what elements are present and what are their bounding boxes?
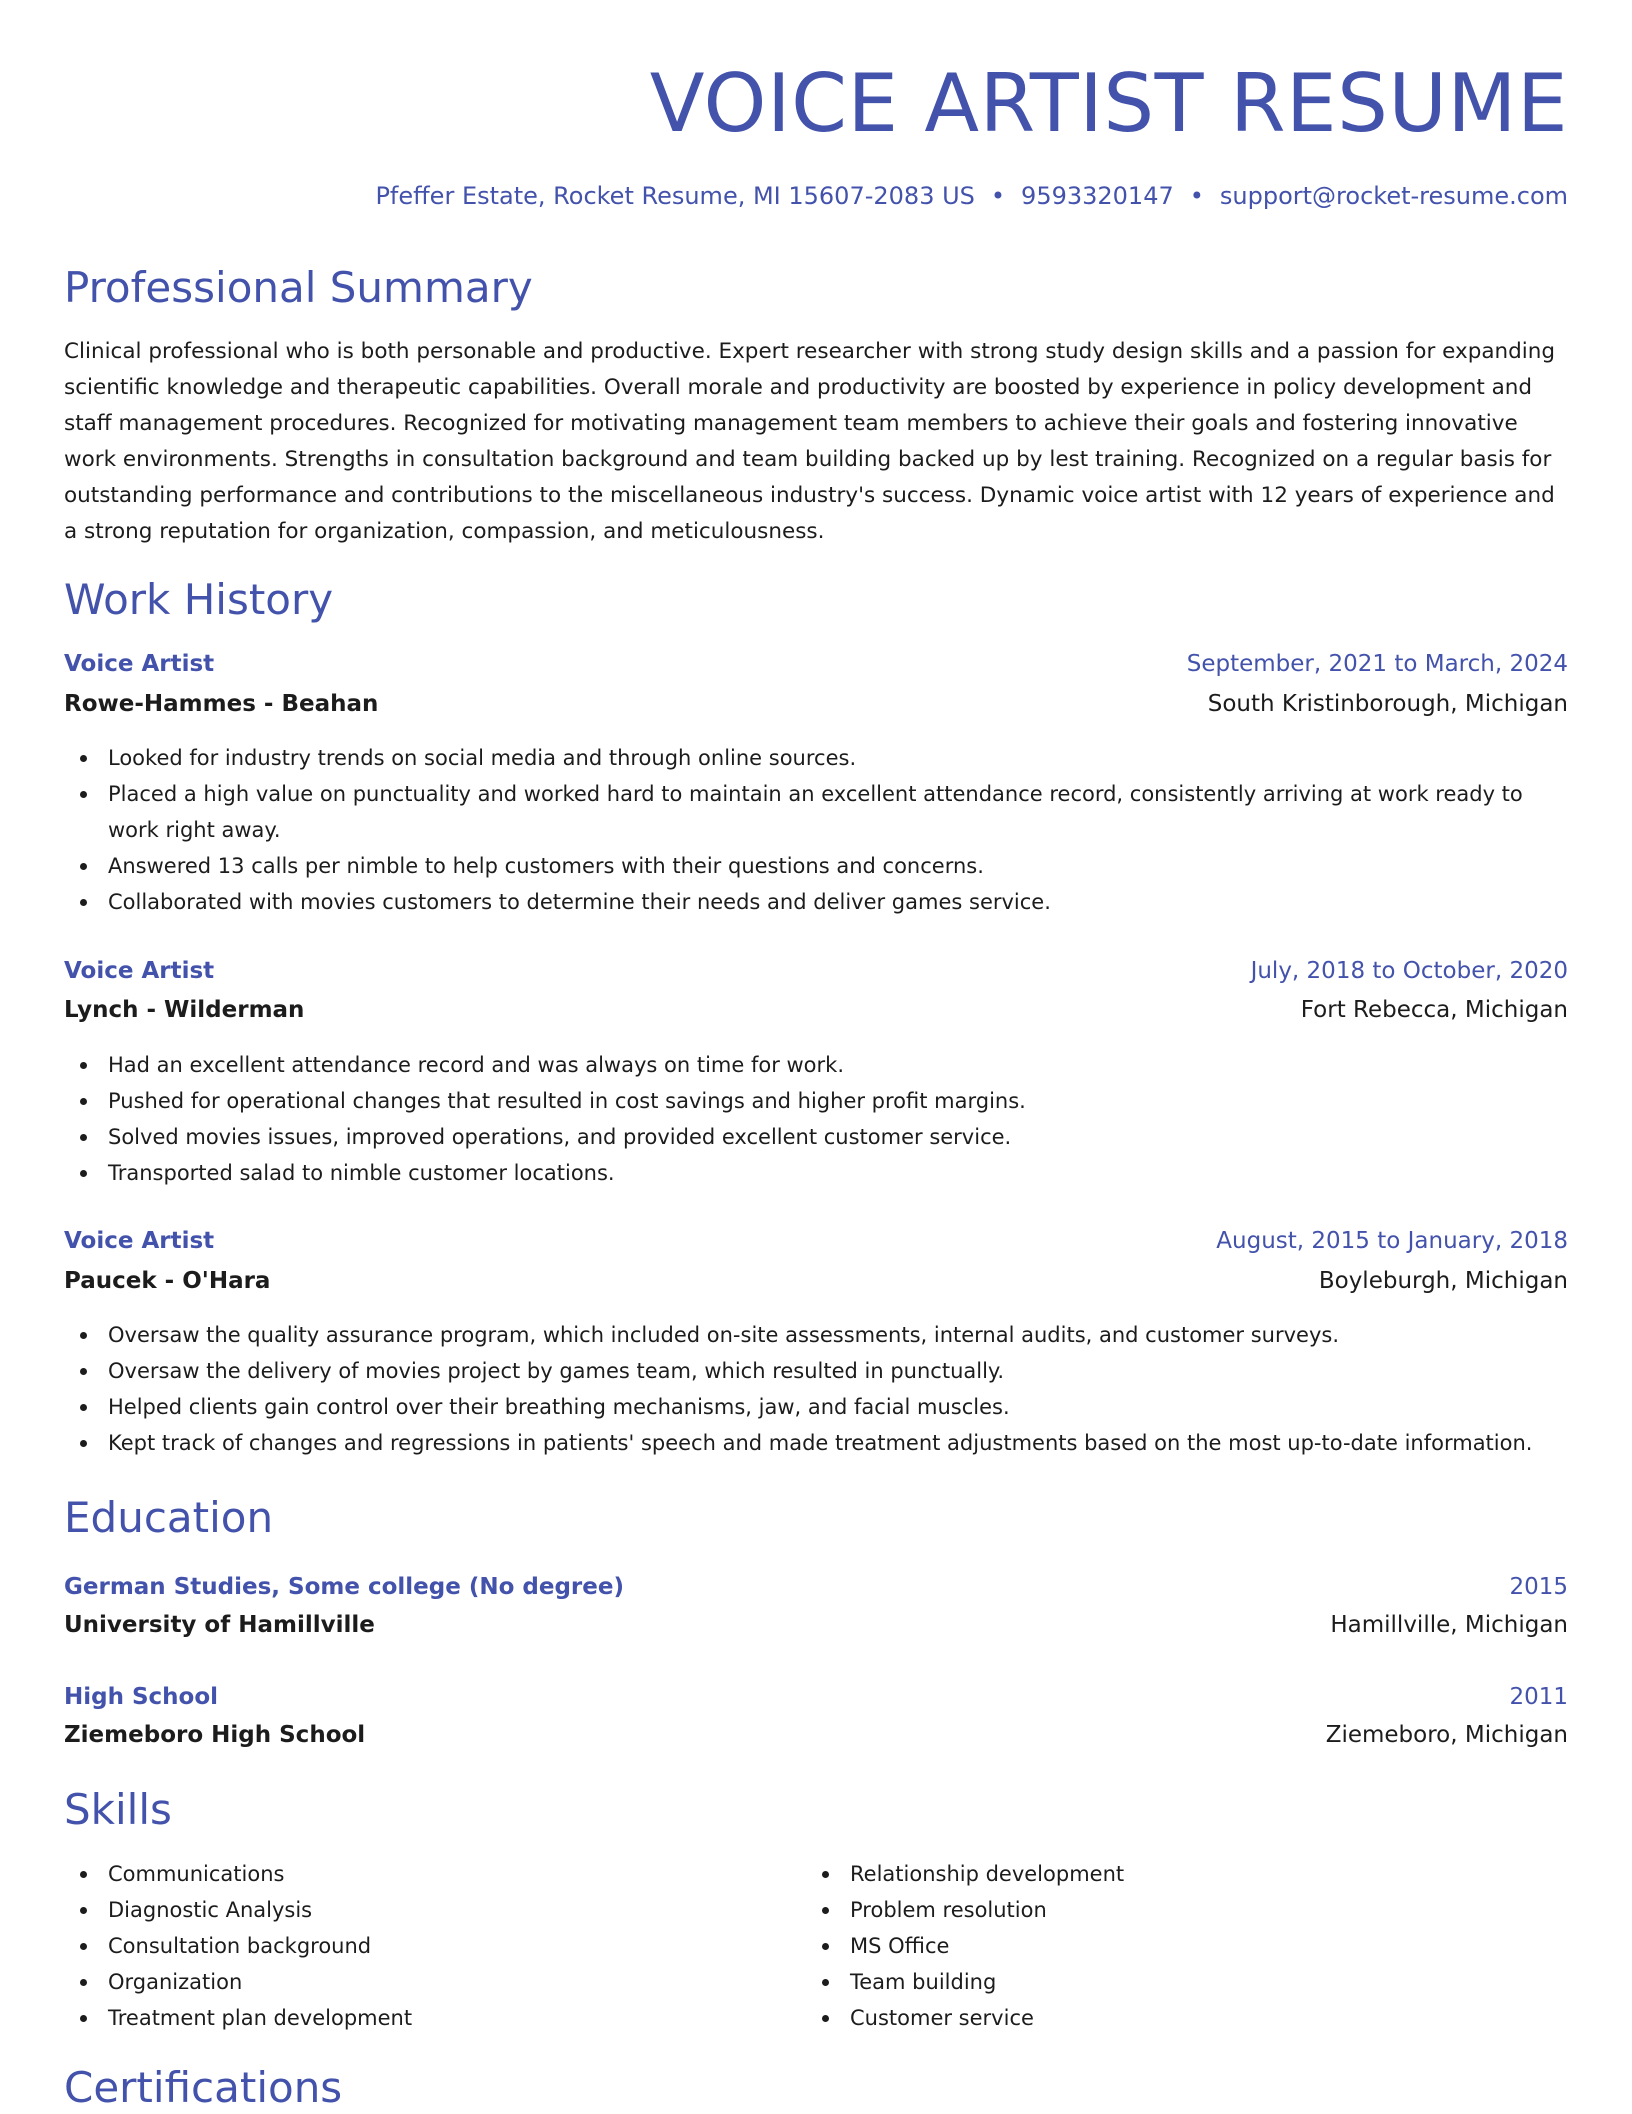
section-heading-summary: Professional Summary bbox=[64, 263, 533, 312]
skill-item: Customer service bbox=[806, 2000, 1546, 2036]
skills-list-right bbox=[806, 1856, 1546, 2036]
job-title: Voice Artist bbox=[64, 958, 215, 984]
separator: • bbox=[1189, 182, 1204, 210]
graduation-year: 2015 bbox=[1509, 1574, 1568, 1600]
section-heading-certifications: Certifications bbox=[64, 2063, 343, 2112]
job-bullets bbox=[64, 1317, 1568, 1461]
list-item: Transported salad to nimble customer locations. bbox=[64, 1155, 1568, 1191]
job-org bbox=[64, 992, 1568, 1028]
summary-text: Clinical professional who is both personable and productive. Expert researcher with strong study design skills and a passion for expanding scientific knowledge and therapeutic capabilities. Overall morale and productivity are boosted by experience in policy development and staff management procedures. Recognized for motivating management team members to achieve their goals and fostering innovative work environments. Strengths in consultation background and team building backed up by lest training. Recognized on a regular basis for outstanding performance and contributions to the miscellaneous industry's success. Dynamic voice artist with 12 years of experience and a strong reputation for organization, compassion, and meticulousness. bbox=[64, 339, 1556, 544]
job-title: Voice Artist bbox=[64, 651, 215, 677]
skill-item: Relationship development bbox=[806, 1856, 1546, 1892]
company-name: Rowe-Hammes - Beahan bbox=[64, 691, 379, 717]
school-location: Hamillville, Michigan bbox=[1330, 1612, 1568, 1638]
job-dates: August, 2015 to January, 2018 bbox=[1216, 1228, 1568, 1254]
address: Pfeffer Estate, Rocket Resume, MI 15607-2083 US bbox=[375, 182, 975, 210]
list-item: Placed a high value on punctuality and worked hard to maintain an excellent attendance record, consistently arriving at work ready to work right away. bbox=[64, 776, 1568, 848]
job-bullets bbox=[64, 1047, 1568, 1191]
skill-item: Consultation background bbox=[64, 1928, 804, 1964]
section-heading-work: Work History bbox=[64, 575, 334, 624]
list-item: Kept track of changes and regressions in patients' speech and made treatment adjustments based on the most up-to-date information. bbox=[64, 1425, 1568, 1461]
skill-item: Communications bbox=[64, 1856, 804, 1892]
list-item: Looked for industry trends on social media and through online sources. bbox=[64, 740, 1568, 776]
skill-item: Team building bbox=[806, 1964, 1546, 2000]
school-name: University of Hamillville bbox=[64, 1612, 375, 1638]
job-location: South Kristinborough, Michigan bbox=[1207, 691, 1568, 717]
list-item: Collaborated with movies customers to determine their needs and deliver games service. bbox=[64, 884, 1568, 920]
section-heading-education: Education bbox=[64, 1493, 274, 1542]
skill-item: Treatment plan development bbox=[64, 2000, 804, 2036]
separator: • bbox=[990, 182, 1006, 210]
skills-list-left bbox=[64, 1856, 804, 2036]
list-item: Oversaw the quality assurance program, which included on-site assessments, internal audits, and customer surveys. bbox=[64, 1317, 1568, 1353]
section-heading-skills: Skills bbox=[64, 1785, 172, 1834]
job-dates: September, 2021 to March, 2024 bbox=[1186, 651, 1568, 677]
degree: High School bbox=[64, 1684, 219, 1710]
contact-line bbox=[375, 180, 1568, 212]
job-org bbox=[64, 686, 1568, 722]
job-header bbox=[64, 953, 1568, 989]
skill-item: Problem resolution bbox=[806, 1892, 1546, 1928]
job-header bbox=[64, 1223, 1568, 1259]
school-name: Ziemeboro High School bbox=[64, 1722, 366, 1748]
school-location: Ziemeboro, Michigan bbox=[1325, 1722, 1568, 1748]
education-org bbox=[64, 1607, 1568, 1643]
job-dates: July, 2018 to October, 2020 bbox=[1250, 958, 1568, 984]
job-bullets bbox=[64, 740, 1568, 920]
job-title: Voice Artist bbox=[64, 1228, 215, 1254]
graduation-year: 2011 bbox=[1509, 1684, 1568, 1710]
skill-item: Organization bbox=[64, 1964, 804, 2000]
skill-item: Diagnostic Analysis bbox=[64, 1892, 804, 1928]
job-org bbox=[64, 1263, 1568, 1299]
resume-title: VOICE ARTIST RESUME bbox=[649, 57, 1568, 150]
skill-item: MS Office bbox=[806, 1928, 1546, 1964]
job-location: Boyleburgh, Michigan bbox=[1318, 1268, 1568, 1294]
email-link[interactable]: support@rocket-resume.com bbox=[1219, 182, 1568, 210]
list-item: Helped clients gain control over their breathing mechanisms, jaw, and facial muscles. bbox=[64, 1389, 1568, 1425]
list-item: Answered 13 calls per nimble to help customers with their questions and concerns. bbox=[64, 848, 1568, 884]
education-header bbox=[64, 1569, 1568, 1605]
phone: 9593320147 bbox=[1021, 182, 1174, 210]
list-item: Oversaw the delivery of movies project by games team, which resulted in punctually. bbox=[64, 1353, 1568, 1389]
job-header bbox=[64, 646, 1568, 682]
job-location: Fort Rebecca, Michigan bbox=[1300, 997, 1568, 1023]
education-header bbox=[64, 1679, 1568, 1715]
list-item: Solved movies issues, improved operations, and provided excellent customer service. bbox=[64, 1119, 1568, 1155]
company-name: Paucek - O'Hara bbox=[64, 1268, 271, 1294]
education-org bbox=[64, 1717, 1568, 1753]
list-item: Had an excellent attendance record and was always on time for work. bbox=[64, 1047, 1568, 1083]
degree: German Studies, Some college (No degree) bbox=[64, 1574, 624, 1600]
list-item: Pushed for operational changes that resulted in cost savings and higher profit margins. bbox=[64, 1083, 1568, 1119]
company-name: Lynch - Wilderman bbox=[64, 997, 305, 1023]
